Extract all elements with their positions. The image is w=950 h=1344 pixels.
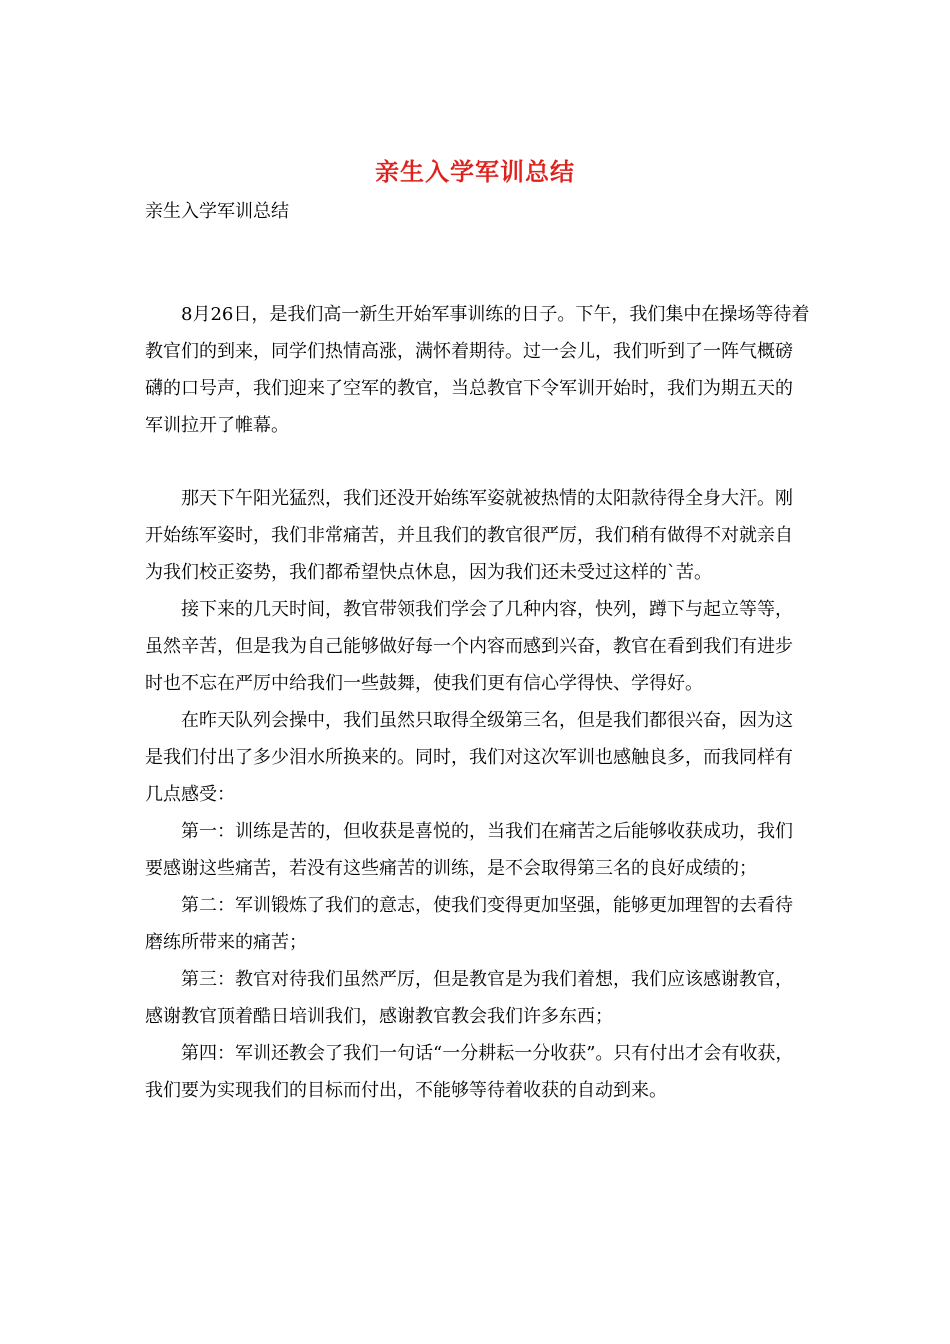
paragraph: 第二：军训锻炼了我们的意志，使我们变得更加坚强，能够更加理智的去看待磨练所带来的痛苦；: [145, 895, 793, 953]
paragraph: 接下来的几天时间，教官带领我们学会了几种内容，快列，蹲下与起立等等，虽然辛苦，但是我为自己能够做好每一个内容而感到兴奋，教官在看到我们有进步时也不忘在严厉中给我们一些鼓舞，使我们更有信心学得快、学得好。: [145, 599, 793, 694]
paragraph: 8月26日，是我们高一新生开始军事训练的日子。下午，我们集中在操场等待着教官们的到来，同学们热情高涨，满怀着期待。过一会儿，我们听到了一阵气概磅礴的口号声，我们迎来了空军的教官，当总教官下令军训开始时，我们为期五天的军训拉开了帷幕。: [145, 304, 810, 436]
paragraph: 那天下午阳光猛烈，我们还没开始练军姿就被热情的太阳款待得全身大汗。刚开始练军姿时，我们非常痛苦，并且我们的教官很严厉，我们稍有做得不对就亲自为我们校正姿势，我们都希望快点休息，因为我们还未受过这样的`苦。: [145, 488, 793, 583]
body-block-main: [145, 480, 810, 1109]
paragraph: 第一：训练是苦的，但收获是喜悦的，当我们在痛苦之后能够收获成功，我们要感谢这些痛苦，若没有这些痛苦的训练，是不会取得第三名的良好成绩的；: [145, 821, 793, 879]
paragraph: 在昨天队列会操中，我们虽然只取得全级第三名，但是我们都很兴奋，因为这是我们付出了多少泪水所换来的。同时，我们对这次军训也感触良多，而我同样有几点感受：: [145, 710, 793, 805]
document-title: 亲生入学军训总结: [375, 158, 575, 186]
document-subtitle: 亲生入学军训总结: [145, 201, 289, 222]
body-block-intro: [145, 296, 810, 444]
paragraph: 第四：军训还教会了我们一句话“一分耕耘一分收获”。只有付出才会有收获，我们要为实现我们的目标而付出，不能够等待着收获的自动到来。: [145, 1043, 794, 1101]
paragraph: 第三：教官对待我们虽然严厉，但是教官是为我们着想，我们应该感谢教官，感谢教官顶着酷日培训我们，感谢教官教会我们许多东西；: [145, 969, 793, 1027]
